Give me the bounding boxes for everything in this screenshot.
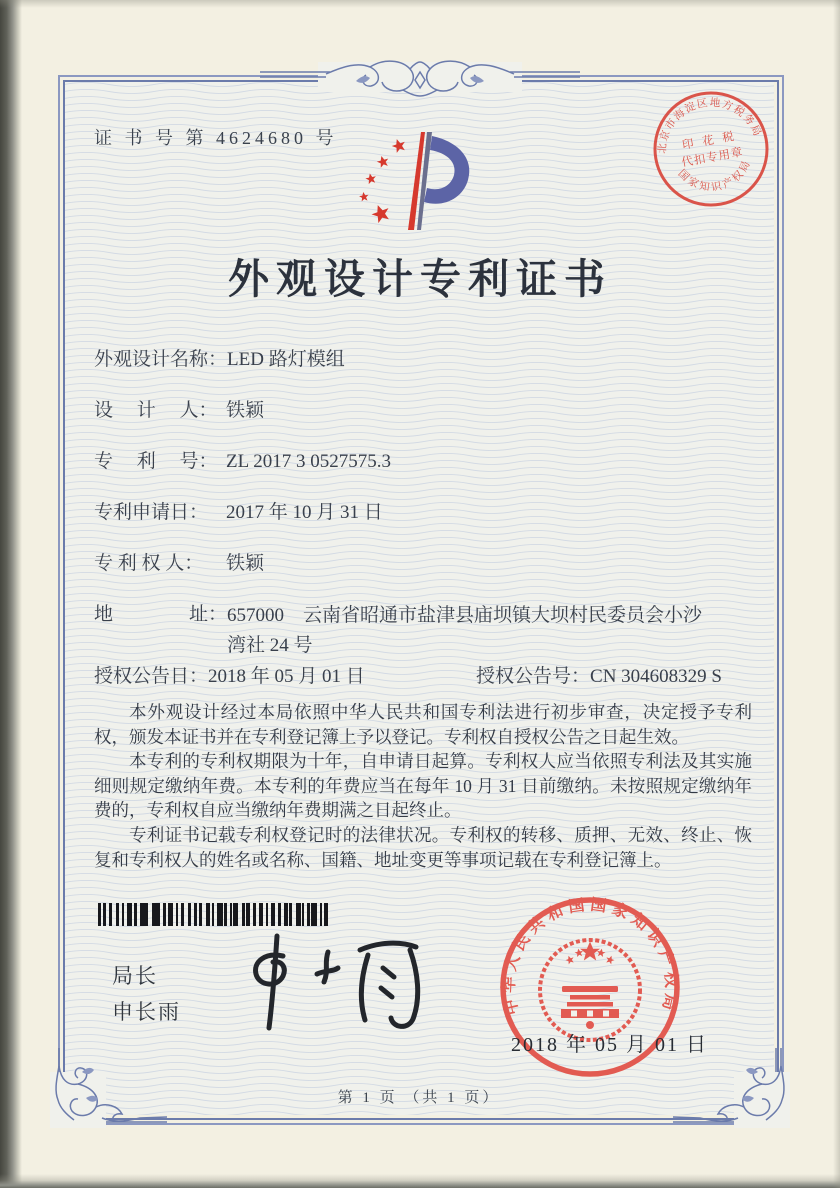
grant-row	[94, 663, 756, 690]
grant-date	[94, 663, 476, 690]
scan-edge-left	[0, 0, 22, 1188]
handwritten-signature	[225, 922, 470, 1037]
field-address	[94, 601, 756, 661]
field-value: LED 路灯模组	[227, 349, 345, 370]
field-label: 专 利 权 人：	[94, 553, 204, 574]
field-value: 铁颖	[226, 400, 265, 421]
scan-edge-bottom	[0, 1174, 840, 1188]
field-patentee	[94, 550, 756, 577]
certificate-title: 外观设计专利证书	[228, 256, 612, 302]
tax-stamp-center-line2: 代扣专用章	[680, 146, 745, 170]
field-value: 2017 年 10 月 31 日	[226, 502, 383, 523]
certificate-fields	[94, 346, 756, 690]
field-patent-number	[94, 448, 756, 475]
logo-stars	[359, 137, 408, 224]
field-label: 地 址：	[94, 604, 228, 625]
grant-date-value: 2018 年 05 月 01 日	[208, 666, 365, 687]
tax-stamp-ring-bottom-text: 国家知识产权局	[675, 157, 754, 194]
field-design-name	[94, 346, 756, 373]
page-number: 第 1 页 （共 1 页）	[337, 1090, 501, 1106]
bottom-left-corner-flourish	[42, 1028, 167, 1136]
tax-stamp-ring-top-text: 北京市海淀区地方税务局	[657, 97, 763, 155]
seal-ring-text: 中华人民共和国国家知识产权局	[500, 896, 680, 1017]
legal-paragraph-3: 专利证书记载专利权登记时的法律状况。专利权的转移、质押、无效、终止、恢复和专利权人的姓名或名称、国籍、地址变更等事项记载在专利登记簿上。	[94, 824, 752, 870]
sipo-logo-icon	[352, 124, 488, 238]
tax-stamp-seal	[640, 78, 781, 219]
field-filing-date	[94, 499, 756, 526]
field-label: 专利申请日：	[94, 502, 209, 523]
national-emblem	[540, 940, 640, 1040]
commissioner-name: 申长雨	[112, 1000, 181, 1024]
certificate-number: 证 书 号 第 4624680 号	[94, 128, 338, 148]
field-value: 铁颖	[226, 553, 265, 574]
grant-number	[476, 663, 756, 690]
logo-p-bowl	[424, 136, 469, 204]
field-value: 657000 云南省昭通市盐津县庙坝镇大坝村民委员会小沙湾社 24 号	[227, 605, 703, 656]
scan-edge-top	[0, 0, 840, 8]
top-border-flourish	[260, 46, 580, 108]
legal-text	[94, 700, 752, 872]
field-label: 专 利 号：	[94, 451, 218, 472]
field-label: 设 计 人：	[94, 400, 218, 421]
commissioner-title: 局长	[112, 964, 158, 988]
scan-edge-right	[833, 0, 840, 1188]
field-value: ZL 2017 3 0527575.3	[226, 451, 392, 472]
field-designer	[94, 397, 756, 424]
legal-paragraph-1: 本外观设计经过本局依照中华人民共和国专利法进行初步审查，决定授予专利权，颁发本证书并在专利登记簿上予以登记。专利权自授权公告之日起生效。	[94, 702, 752, 747]
field-label: 外观设计名称：	[94, 349, 228, 370]
grant-date-under-seal: 2018 年 05 月 01 日	[511, 1034, 708, 1056]
grant-number-label: 授权公告号：	[476, 666, 591, 687]
grant-number-value: CN 304608329 S	[590, 666, 722, 687]
grant-date-label: 授权公告日：	[94, 666, 209, 687]
legal-paragraph-2: 本专利的专利权期限为十年，自申请日起算。专利权人应当依照专利法及其实施细则规定缴纳年费。本专利的年费应当在每年 10 月 31 日前缴纳。未按照规定缴纳年费的，专利权自应当缴纳年费期满之日起终止。	[94, 751, 752, 821]
tax-stamp-center-line1: 印 花 税	[681, 130, 738, 152]
